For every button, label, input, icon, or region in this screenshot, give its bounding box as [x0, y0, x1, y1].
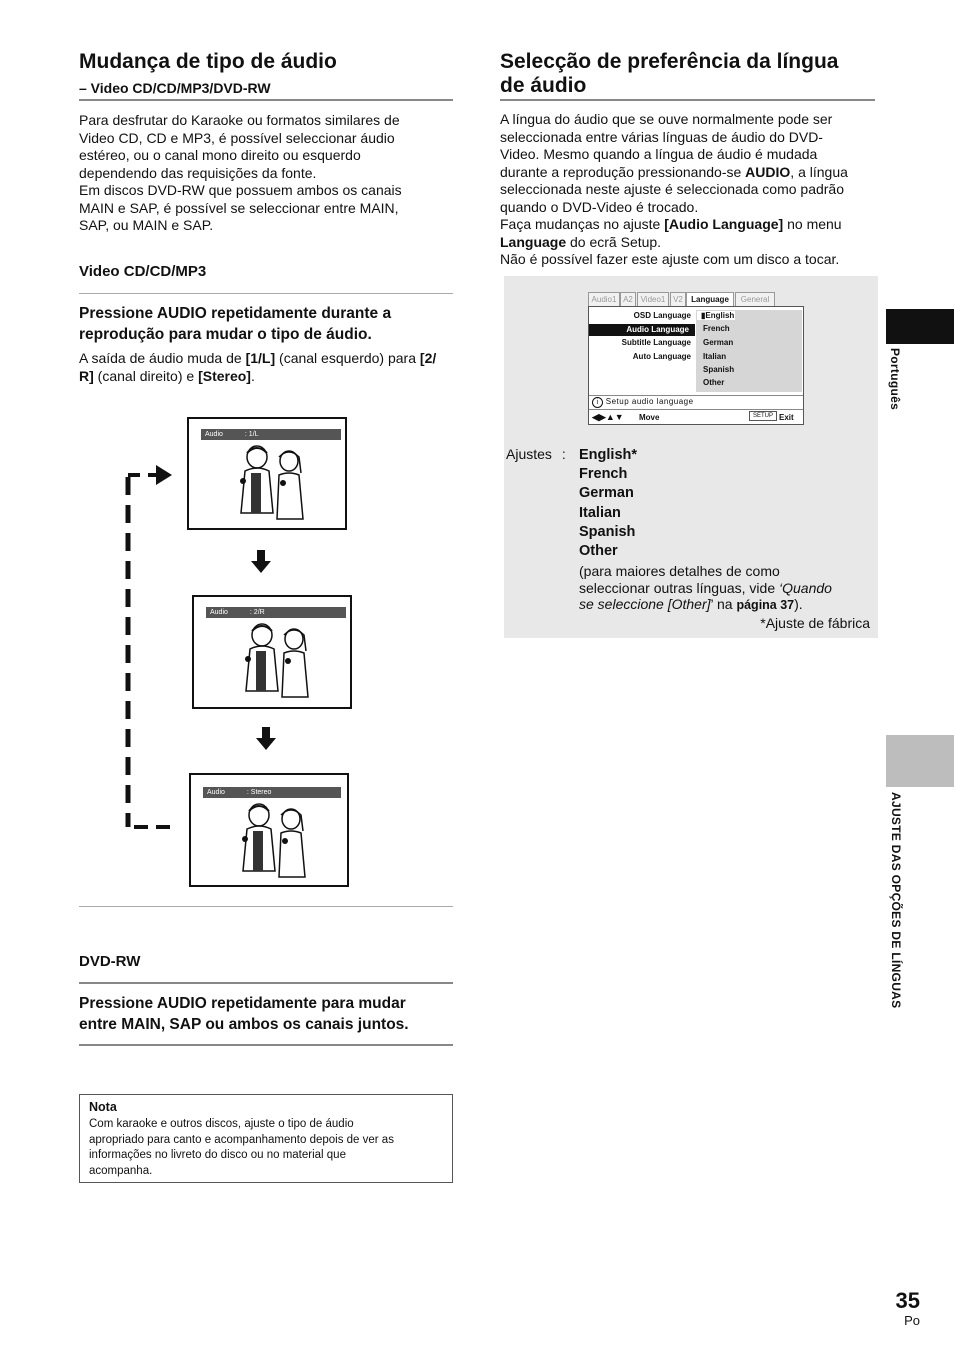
- divider: [79, 906, 453, 907]
- audio-status-bar: Audio : 1/L: [201, 429, 341, 440]
- menu-item-audio-language[interactable]: Audio Language: [589, 324, 695, 336]
- setting-english: English*: [579, 447, 638, 463]
- exit-label: Exit: [779, 413, 794, 422]
- side-label-portugues: Português: [888, 348, 902, 411]
- audio-status-bar: Audio : 2/R: [206, 607, 346, 618]
- setting-other: Other: [579, 543, 618, 560]
- option-other[interactable]: Other: [703, 378, 725, 387]
- option-english[interactable]: ▮English: [697, 311, 735, 320]
- divider: [79, 1044, 453, 1046]
- info-icon: i: [592, 397, 603, 408]
- note-box: [79, 1094, 453, 1183]
- settings-label: Ajustes :: [506, 446, 566, 462]
- intro-paragraph: Para desfrutar do Karaoke ou formatos similares de Video CD, CD e MP3, é possível seleccionar áudio estéreo, ou o canal mono direito ou esquerdo dependendo das requisições da fonte. Em discos DVD-RW que possuem ambos os canais MAIN e SAP, é possível se seleccionar entre MAIN, SAP, ou MAIN e SAP.: [79, 112, 402, 233]
- divider: [79, 982, 453, 984]
- section-subtitle: – Video CD/CD/MP3/DVD-RW: [79, 80, 271, 96]
- cycle-loop-path: [120, 455, 180, 835]
- divider: [79, 99, 453, 101]
- option-spanish[interactable]: Spanish: [703, 365, 735, 374]
- info-line: i Setup audio language: [592, 397, 694, 408]
- divider: [79, 293, 453, 294]
- setting-french: French: [579, 466, 628, 483]
- tab-language[interactable]: Language: [686, 292, 734, 306]
- language-paragraph: A língua do áudio que se ouve normalmente pode ser seleccionada entre várias línguas de áudio do DVD- Video. Mesmo quando a língua de áudio é mudada durante a reprodução pressionando-se AUDIO, a língua seleccionada neste ajuste é seleccionada como padrão quando o DVD-Video é trocado. Faça mudanças no ajuste [Audio Language] no menu Language do ecrã Setup. Não é possível fazer este ajuste com um disco a tocar.: [500, 111, 848, 267]
- option-german[interactable]: German: [703, 338, 734, 347]
- settings-values: [579, 446, 637, 561]
- option-italian[interactable]: Italian: [703, 352, 727, 361]
- setting-spanish: Spanish: [579, 523, 636, 540]
- setup-button[interactable]: SETUP: [749, 411, 777, 421]
- setup-menu: [588, 292, 804, 425]
- move-label: Move: [639, 413, 660, 422]
- karaoke-singers-icon: [227, 443, 317, 523]
- page-number: 35: [895, 1288, 920, 1313]
- subsection-heading-vcd: Video CD/CD/MP3: [79, 263, 207, 280]
- menu-body: [588, 306, 804, 425]
- tv-screen-stereo: [189, 773, 349, 887]
- setting-italian: Italian: [579, 504, 621, 521]
- tab-general[interactable]: General: [735, 292, 775, 307]
- down-arrow-icon: [250, 550, 272, 574]
- karaoke-singers-icon: [232, 621, 322, 701]
- audio-status-bar: Audio : Stereo: [203, 787, 341, 798]
- menu-item-auto-language[interactable]: Auto Language: [632, 352, 691, 361]
- option-french[interactable]: French: [703, 324, 730, 333]
- navigation-arrows-icon: ◀▶▲▼: [592, 412, 624, 422]
- tab-audio1[interactable]: Audio1: [588, 292, 620, 307]
- tab-video1[interactable]: Video1: [637, 292, 669, 307]
- note-title: Nota: [89, 1100, 117, 1114]
- karaoke-singers-icon: [229, 801, 319, 881]
- instruction-vcd: Pressione AUDIO repetidamente durante a reprodução para mudar o tipo de áudio.: [79, 305, 392, 343]
- tab-v2[interactable]: V2: [670, 292, 686, 307]
- section-title: Selecção de preferência da língua de áudio: [500, 50, 839, 97]
- menu-item-subtitle-language[interactable]: Subtitle Language: [621, 338, 691, 347]
- setting-german: German: [579, 485, 634, 502]
- tv-screen-1l: [187, 417, 347, 530]
- factory-default-note: *Ajuste de fábrica: [760, 615, 870, 631]
- side-tab-black: [886, 309, 954, 344]
- menu-item-osd-language[interactable]: OSD Language: [633, 311, 691, 320]
- section-title: Mudança de tipo de áudio: [79, 50, 337, 73]
- output-description: A saída de áudio muda de [1/L] (canal esquerdo) para [2/ R] (canal direito) e [Stereo].: [79, 350, 437, 384]
- down-arrow-icon: [255, 727, 277, 751]
- side-tab-grey: [886, 735, 954, 787]
- tv-screen-2r: [192, 595, 352, 709]
- note-text: Com karaoke e outros discos, ajuste o tipo de áudio apropriado para canto e acompanhamento depois de ver as informações no livreto do disco ou no material que acompanha.: [89, 1118, 394, 1177]
- instruction-dvdrw: Pressione AUDIO repetidamente para mudar entre MAIN, SAP ou ambos os canais juntos.: [79, 995, 409, 1033]
- tab-a2[interactable]: A2: [620, 292, 636, 307]
- side-label-chapter: AJUSTE DAS OPÇÕES DE LÍNGUAS: [889, 792, 903, 1009]
- subsection-heading-dvdrw: DVD-RW: [79, 953, 141, 970]
- divider: [500, 99, 875, 101]
- language-code: Po: [904, 1313, 920, 1328]
- settings-detail: (para maiores detalhes de como seleccionar outras línguas, vide ‘Quando se seleccione [Other]’ na página 37).: [579, 563, 832, 612]
